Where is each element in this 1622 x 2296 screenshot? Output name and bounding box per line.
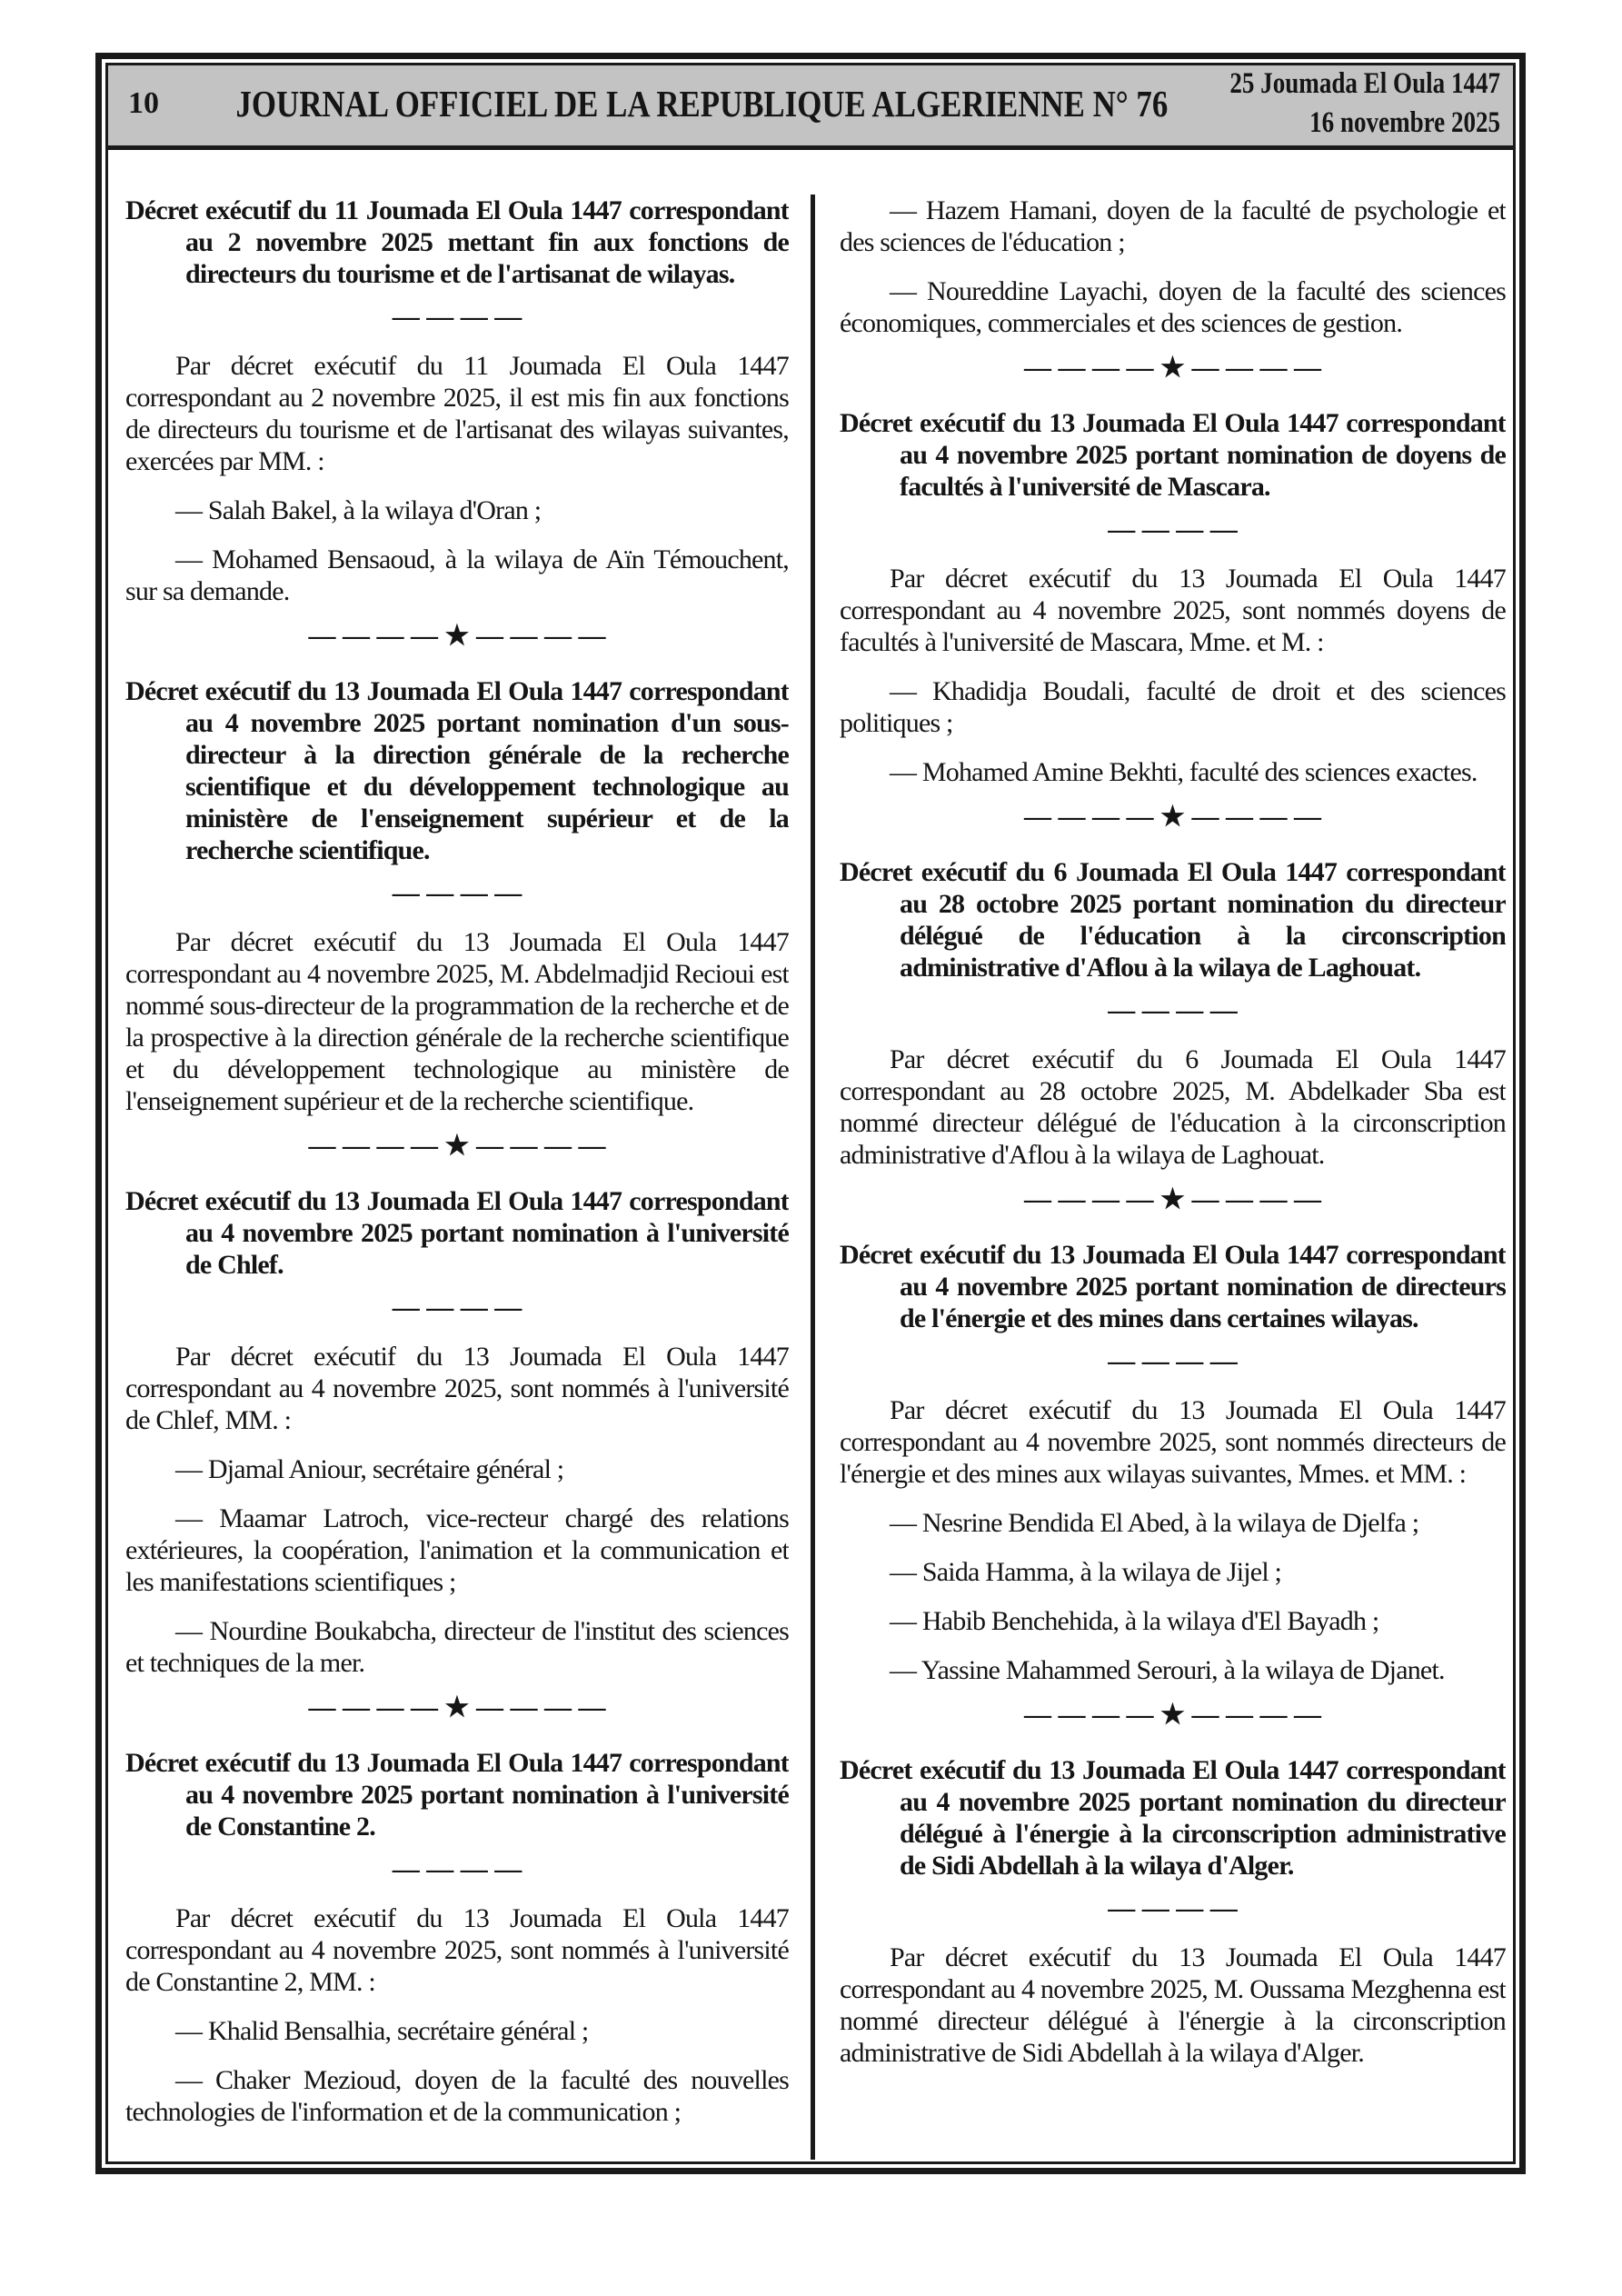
decree-paragraph: Par décret exécutif du 13 Joumada El Oula 1447 correspondant au 4 novembre 2025, sont nommés à l'université de Chlef, MM. : [125, 1342, 789, 1435]
date-gregorian: 16 novembre 2025 [1309, 105, 1500, 139]
list-item: — Maamar Latroch, vice-recteur chargé des relations extérieures, la coopération, l'animation et la communication et les manifestations scientifiques ; [125, 1503, 789, 1597]
separator-star: — — — — ★ — — — — [1024, 353, 1321, 383]
decree-paragraph: Par décret exécutif du 11 Joumada El Oula 1447 correspondant au 2 novembre 2025, il est mis fin aux fonctions de directeurs du tourisme et de l'artisanat des wilayas suivantes, exercées par MM. : [125, 351, 789, 476]
separator-dashes: — — — — [1108, 1893, 1238, 1923]
list-item: — Saida Hamma, à la wilaya de Jijel ; [890, 1557, 1282, 1587]
list-item: — Mohamed Amine Bekhti, faculté des sciences exactes. [890, 757, 1478, 787]
separator-dashes: — — — — [392, 302, 522, 332]
separator-dashes: — — — — [392, 1293, 522, 1323]
decree-paragraph: Par décret exécutif du 6 Joumada El Oula 1447 correspondant au 28 octobre 2025, M. Abdelkader Sba est nommé directeur délégué de l'éducation à la circonscription administrative d'Aflou à la wilaya de Laghouat. [840, 1044, 1506, 1170]
list-item: — Nourdine Boukabcha, directeur de l'institut des sciences et techniques de la mer. [125, 1616, 789, 1678]
separator-dashes: — — — — [392, 1854, 522, 1884]
decree-title: Décret exécutif du 11 Joumada El Oula 1447 correspondant au 2 novembre 2025 mettant fin aux fonctions de directeurs du tourisme et de l'artisanat de wilayas. [125, 195, 789, 289]
separator-star: — — — — ★ — — — — [1024, 1700, 1321, 1730]
separator-dashes: — — — — [1108, 995, 1238, 1025]
column-right [840, 195, 1506, 2160]
decree-title: Décret exécutif du 13 Joumada El Oula 1447 correspondant au 4 novembre 2025 portant nomination du directeur délégué à l'énergie à la circonscription administrative de Sidi Abdellah à la wilaya d'Alger. [840, 1755, 1506, 1881]
issue-dates [1229, 65, 1500, 141]
separator-star: — — — — ★ — — — — [308, 621, 606, 651]
decree-title: Décret exécutif du 13 Joumada El Oula 1447 correspondant au 4 novembre 2025 portant nomination à l'université de Chlef. [125, 1186, 789, 1280]
list-item: — Noureddine Layachi, doyen de la faculté des sciences économiques, commerciales et des sciences de gestion. [840, 276, 1506, 338]
list-item: — Habib Benchehida, à la wilaya d'El Bayadh ; [890, 1606, 1379, 1636]
decree-paragraph: Par décret exécutif du 13 Joumada El Oula 1447 correspondant au 4 novembre 2025, sont nommés doyens de facultés à l'université de Mascara, Mme. et M. : [840, 564, 1506, 657]
list-item: — Salah Bakel, à la wilaya d'Oran ; [175, 495, 542, 525]
separator-dashes: — — — — [1108, 514, 1238, 544]
separator-star: — — — — ★ — — — — [308, 1692, 606, 1722]
list-item: — Khalid Bensalhia, secrétaire général ; [175, 2016, 589, 2046]
decree-title: Décret exécutif du 6 Joumada El Oula 1447 correspondant au 28 octobre 2025 portant nomination du directeur délégué de l'éducation à la circonscription administrative d'Aflou à la wilaya de Laghouat. [840, 857, 1506, 983]
page-inner-border [105, 63, 1516, 2164]
separator-dashes: — — — — [1108, 1346, 1238, 1376]
page-border [95, 53, 1526, 2174]
list-item: — Khadidja Boudali, faculté de droit et des sciences politiques ; [840, 676, 1506, 738]
list-item: — Djamal Aniour, secrétaire général ; [175, 1454, 564, 1484]
column-divider [811, 195, 815, 2160]
list-item: — Chaker Mezioud, doyen de la faculté des nouvelles technologies de l'information et de la communication ; [125, 2065, 789, 2127]
decree-paragraph: Par décret exécutif du 13 Joumada El Oula 1447 correspondant au 4 novembre 2025, sont nommés directeurs de l'énergie et des mines aux wilayas suivantes, Mmes. et MM. : [840, 1395, 1506, 1489]
decree-paragraph: Par décret exécutif du 13 Joumada El Oula 1447 correspondant au 4 novembre 2025, M. Abdelmadjid Recioui est nommé sous-directeur de la programmation de la recherche et de la prospective à la direction générale de la recherche scientifique et du développement technologique au ministère de l'enseignement supérieur et de la recherche scientifique. [125, 927, 789, 1116]
page-number: 10 [128, 85, 159, 120]
separator-star: — — — — ★ — — — — [1024, 802, 1321, 832]
page-header [108, 65, 1513, 150]
separator-dashes: — — — — [392, 878, 522, 908]
journal-title: JOURNAL OFFICIEL DE LA REPUBLIQUE ALGERIENNE N° 76 [235, 82, 1168, 125]
decree-paragraph: Par décret exécutif du 13 Joumada El Oula 1447 correspondant au 4 novembre 2025, M. Oussama Mezghenna est nommé directeur délégué à l'énergie à la circonscription administrative de Sidi Abdellah à la wilaya d'Alger. [840, 1942, 1506, 2068]
decree-title: Décret exécutif du 13 Joumada El Oula 1447 correspondant au 4 novembre 2025 portant nomination de doyens de facultés à l'université de Mascara. [840, 408, 1506, 502]
separator-star: — — — — ★ — — — — [1024, 1184, 1321, 1214]
decree-title: Décret exécutif du 13 Joumada El Oula 1447 correspondant au 4 novembre 2025 portant nomination de directeurs de l'énergie et des mines dans certaines wilayas. [840, 1240, 1506, 1333]
separator-star: — — — — ★ — — — — [308, 1131, 606, 1161]
list-item: — Mohamed Bensaoud, à la wilaya de Aïn Témouchent, sur sa demande. [125, 544, 789, 606]
decree-title: Décret exécutif du 13 Joumada El Oula 1447 correspondant au 4 novembre 2025 portant nomination d'un sous-directeur à la direction générale de la recherche scientifique et du développement technologique au ministère de l'enseignement supérieur et de la recherche scientifique. [125, 676, 789, 865]
list-item: — Hazem Hamani, doyen de la faculté de psychologie et des sciences de l'éducation ; [840, 195, 1506, 257]
date-hijri: 25 Joumada El Oula 1447 [1229, 66, 1500, 100]
list-item: — Yassine Mahammed Serouri, à la wilaya de Djanet. [890, 1655, 1445, 1685]
decree-title: Décret exécutif du 13 Joumada El Oula 1447 correspondant au 4 novembre 2025 portant nomination à l'université de Constantine 2. [125, 1748, 789, 1842]
masthead-container [226, 65, 1177, 141]
list-item: — Nesrine Bendida El Abed, à la wilaya de Djelfa ; [890, 1508, 1419, 1538]
decree-paragraph: Par décret exécutif du 13 Joumada El Oula 1447 correspondant au 4 novembre 2025, sont nommés à l'université de Constantine 2, MM. : [125, 1903, 789, 1997]
column-left [125, 195, 789, 2160]
